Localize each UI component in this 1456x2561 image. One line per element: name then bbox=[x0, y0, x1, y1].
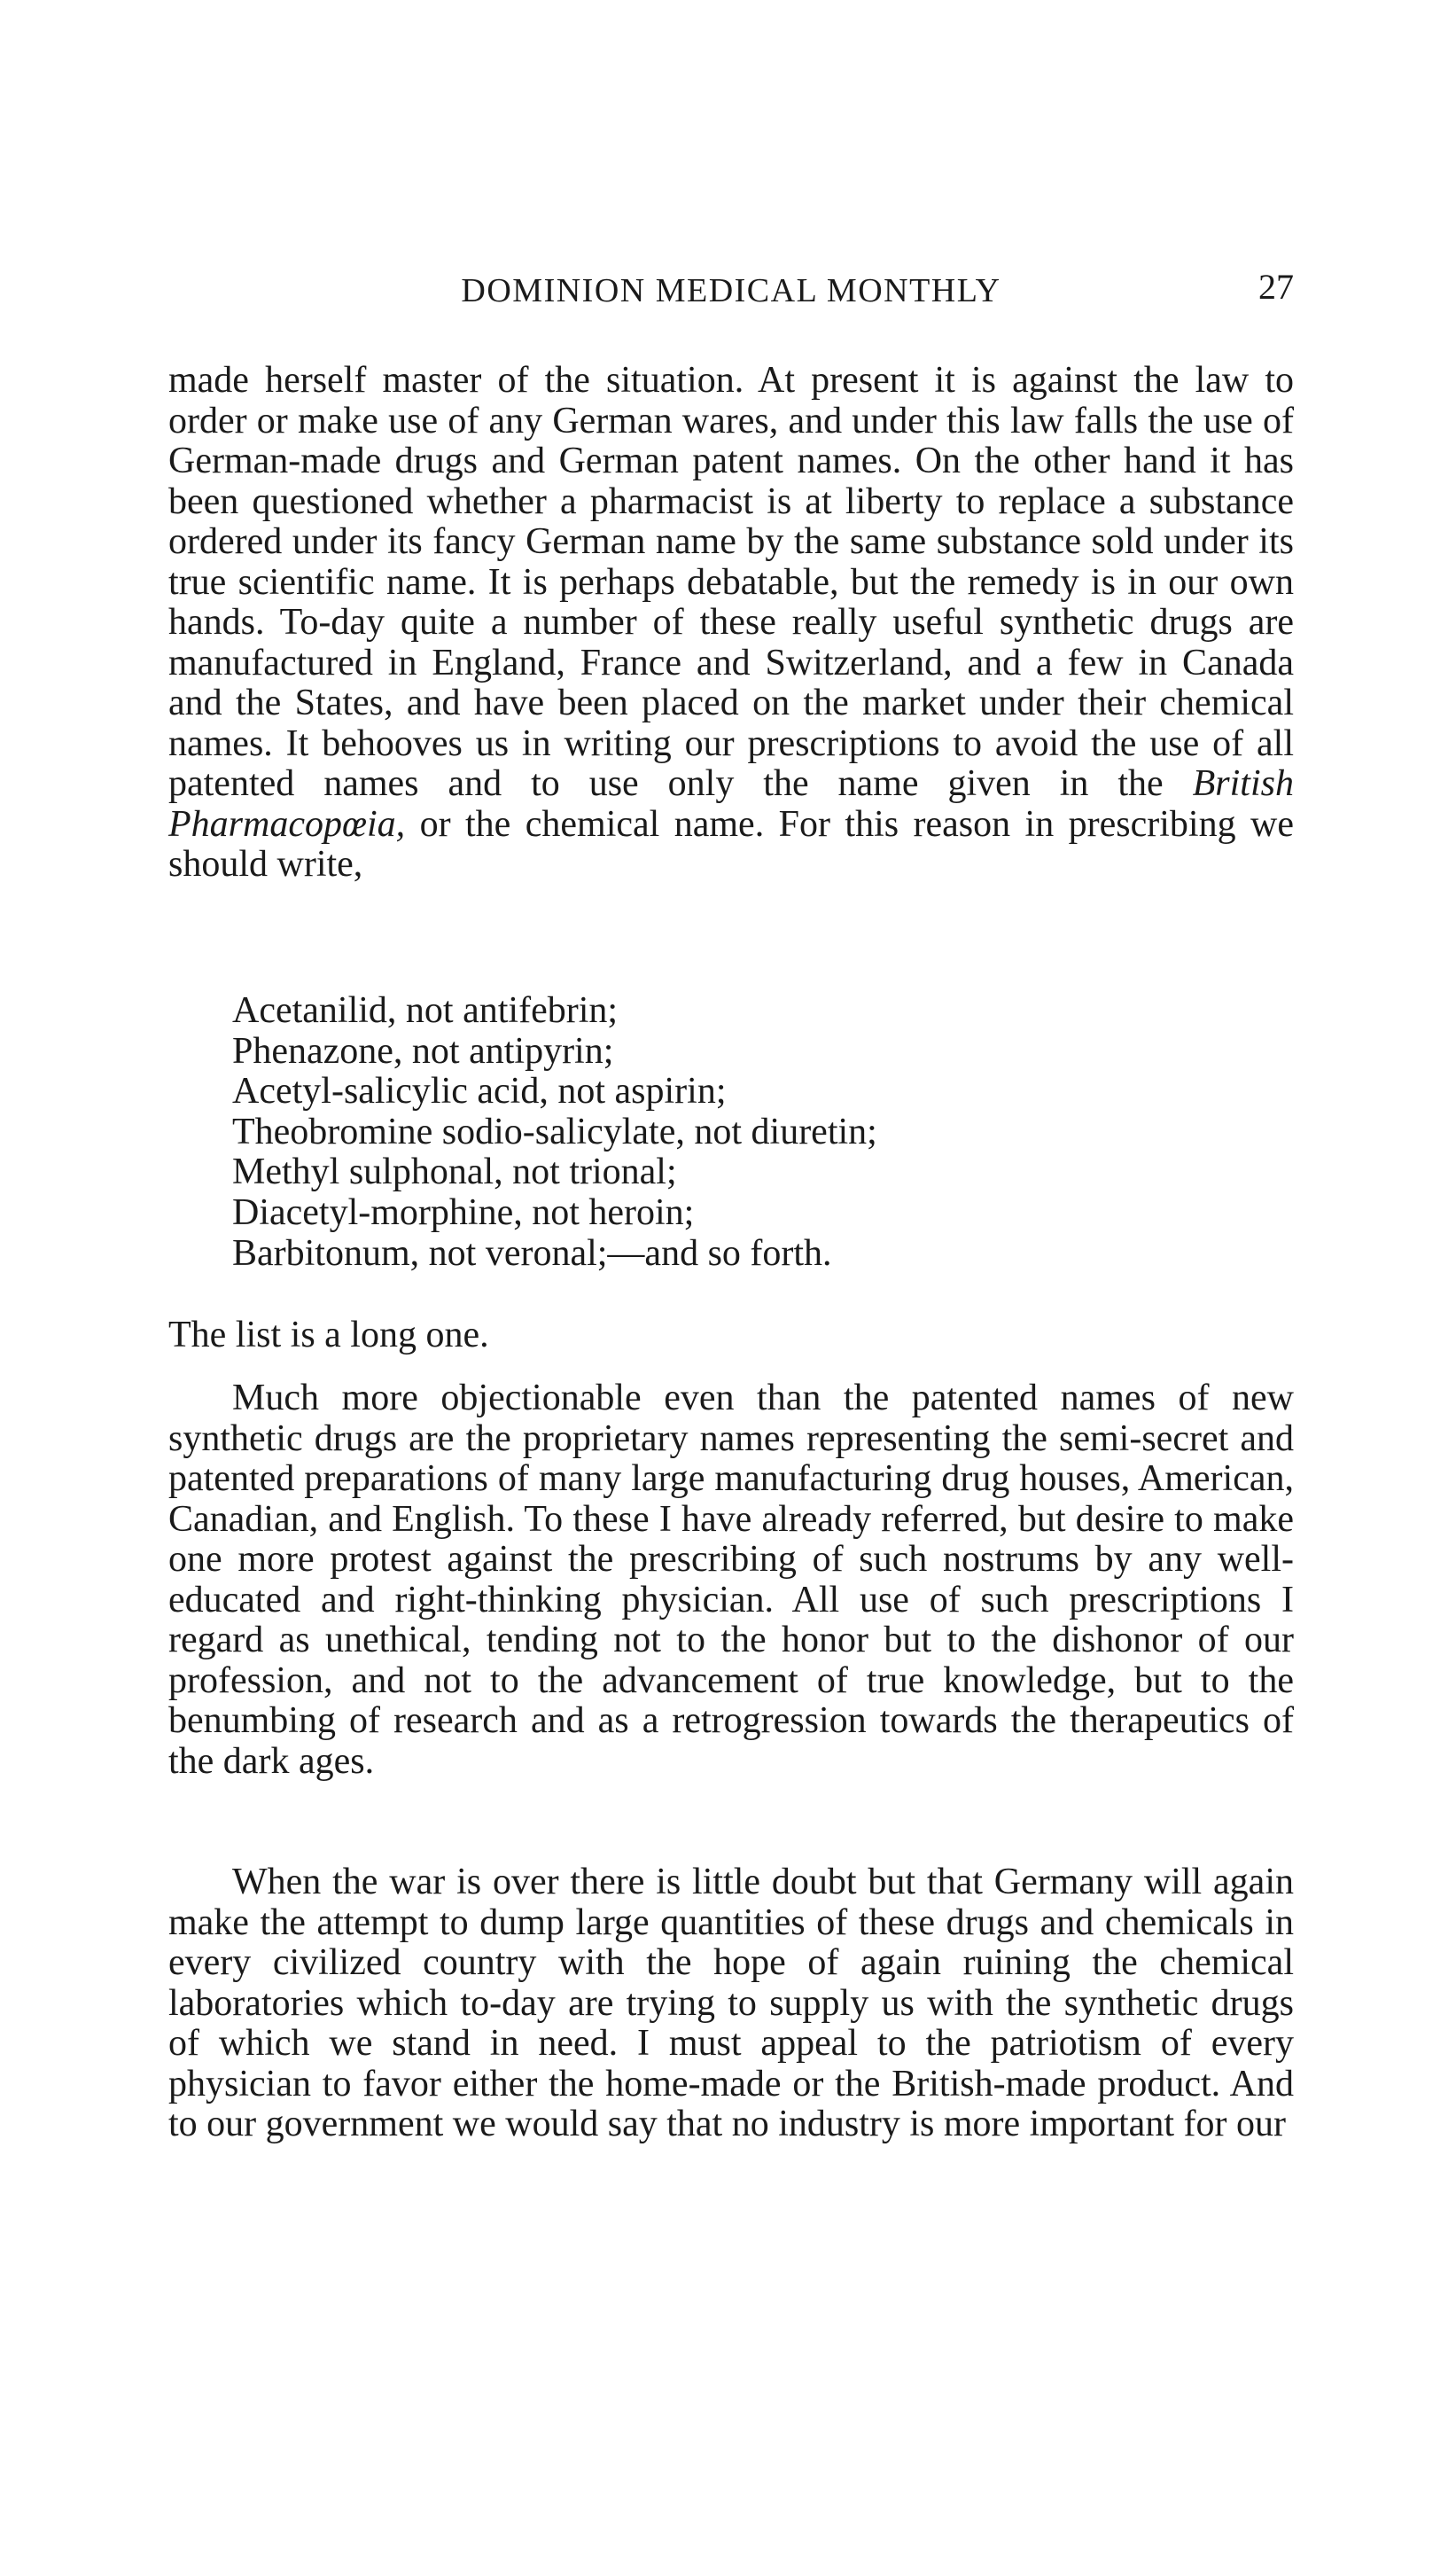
list-item: Acetyl-salicylic acid, not aspirin; bbox=[232, 1071, 727, 1113]
list-item: Phenazone, not antipyrin; bbox=[232, 1030, 614, 1072]
list-item: Theobromine sodio-salicylate, not diuretin; bbox=[232, 1111, 877, 1152]
paragraph-text: Much more objectionable even than the patented names of new synthetic drugs are the proprietary names representing the semi-secret and patented preparations of many large manufacturing drug houses, American, Canadian, and English. To these I have already referred, but desire to make one more protest against the prescribing of such nostrums by any well-educated and right-thinking physician. All use of such prescriptions I regard as unethical, tending not to the honor but to the dishonor of our profession, and not to the advancement of true knowledge, but to the benumbing of research and as a retrogression towards the therapeutics of the dark ages. bbox=[168, 1378, 1294, 1782]
list-item: Methyl sulphonal, not trional; bbox=[232, 1152, 677, 1193]
paragraph-text bbox=[168, 361, 1294, 886]
paragraph-text: When the war is over there is little doubt but that Germany will again make the attempt to dump large quantities of these drugs and chemicals in every civilized country with the hope of again ruining the chemical laboratories which to-day are trying to supply us with the synthetic drugs of which we stand in need. I must appeal to the patriotism of every physician to favor either the home-made or the British-made product. And to our government we would say that no industry is more important for our bbox=[168, 1862, 1294, 2144]
body-paragraph-1 bbox=[168, 361, 1294, 886]
paragraph-text: The list is a long one. bbox=[168, 1315, 489, 1355]
list-item: Acetanilid, not antifebrin; bbox=[232, 990, 619, 1031]
body-paragraph-4 bbox=[168, 1862, 1294, 2145]
page-number: 27 bbox=[1258, 267, 1294, 307]
running-head bbox=[168, 264, 1294, 317]
body-paragraph-2 bbox=[168, 1316, 1294, 1356]
list-item: Diacetyl-morphine, not heroin; bbox=[232, 1191, 695, 1233]
list-item: Barbitonum, not veronal;—and so forth. bbox=[232, 1232, 832, 1274]
paragraph-text-start: made herself master of the situation. At present it is against the law to order or make use of any German wares, and under this law falls the use of German-made drugs and German patent names. On the other hand it has been questioned whether a pharmacist is at liberty to replace a substance ordered under its fancy German name by the same substance sold under its true scientific name. It is perhaps debatable, but the remedy is in our own hands. To-day quite a number of these really useful synthetic drugs are manufactured in England, France and Switzerland, and a few in Canada and the States, and have been placed on the market under their chemical names. It behooves us in writing our prescriptions to avoid the use of all patented names and to use only the name given in the bbox=[168, 360, 1294, 804]
drug-name-list bbox=[232, 991, 1251, 1274]
journal-title: DOMINION MEDICAL MONTHLY bbox=[461, 272, 1001, 309]
body-paragraph-3 bbox=[168, 1378, 1294, 1782]
paragraph-text-end: or the chemical name. For this reason in prescribing we should write, bbox=[168, 803, 1294, 885]
italic-citation: British Pharmacopœia, bbox=[168, 763, 1294, 845]
